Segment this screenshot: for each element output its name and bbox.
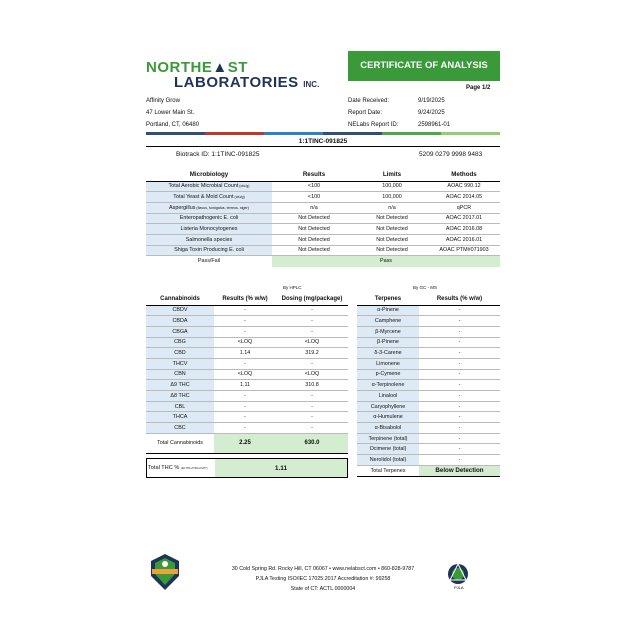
- report-id-value: 2598961-01: [418, 122, 451, 128]
- terpene-result: -: [419, 337, 500, 348]
- cannabinoid-result: 1.14: [214, 348, 276, 359]
- cannabinoid-dosing: -: [276, 401, 348, 412]
- canna-header: Cannabinoids: [146, 294, 214, 305]
- micro-method: AOAC 2016.08: [428, 224, 500, 235]
- cannabinoid-dosing: 319.2: [276, 348, 348, 359]
- micro-test-name: Total Aerobic Microbial Count (cfu/g): [146, 181, 272, 192]
- cannabinoid-result: 1.11: [214, 380, 276, 391]
- footer-address: 30 Cold Spring Rd. Rocky Hill, CT 06067 • www.nelabsct.com • 860-828-9787: [231, 566, 415, 572]
- table-row: [357, 348, 500, 359]
- footer-state: State of CT: ACTL.0000004: [290, 586, 356, 592]
- client-address: [146, 95, 199, 131]
- cannabinoid-dosing: 310.8: [276, 380, 348, 391]
- cannabinoid-result: -: [214, 358, 276, 369]
- table-row: [357, 369, 500, 380]
- table-row: [146, 316, 348, 327]
- cannabinoid-dosing: -: [276, 316, 348, 327]
- terpene-name: Ocimene (total): [357, 444, 419, 455]
- total-thc-box: [146, 458, 348, 478]
- cannabinoid-dosing: <LOQ: [276, 337, 348, 348]
- total-cannabinoids-dosing: 630.0: [276, 433, 348, 453]
- table-row: [357, 401, 500, 412]
- cannabinoid-result: <LOQ: [214, 369, 276, 380]
- logo-text-east: ST: [227, 59, 248, 76]
- color-divider: [146, 132, 500, 135]
- terpene-result: -: [419, 423, 500, 434]
- cannabinoid-name: CBGA: [146, 326, 214, 337]
- canna-header: Results (% w/w): [214, 294, 276, 305]
- micro-result: <100: [272, 181, 356, 192]
- cannabinoid-result: -: [214, 391, 276, 402]
- total-cannabinoids-result: 2.25: [214, 433, 276, 453]
- micro-test-name: Shiga Toxin Producing E. coli: [146, 245, 272, 256]
- terpene-name: Caryophyllene: [357, 401, 419, 412]
- micro-method: AOAC 2017.01: [428, 213, 500, 224]
- report-id-label: NELabs Report ID:: [348, 122, 399, 128]
- table-row: [146, 326, 348, 337]
- micro-limit: n/a: [356, 202, 428, 213]
- biotrack-number: 5209 0279 9998 9483: [419, 151, 483, 158]
- table-row: [357, 444, 500, 455]
- cannabinoid-name: Δ9 THC: [146, 380, 214, 391]
- table-row: [146, 234, 500, 245]
- table-row: [357, 380, 500, 391]
- micro-method: AOAC 2016.01: [428, 234, 500, 245]
- client-street: 47 Lower Main St.: [146, 110, 195, 116]
- cannabinoid-dosing: -: [276, 358, 348, 369]
- table-row: [146, 192, 500, 203]
- terpene-name: Terpinene (total): [357, 433, 419, 444]
- table-row: [146, 423, 348, 434]
- cannabinoid-name: CBN: [146, 369, 214, 380]
- terpene-name: Nerolidol (total): [357, 455, 419, 466]
- terpenes-table: [357, 294, 500, 477]
- report-date-value: 9/24/2025: [418, 110, 445, 116]
- table-row: [146, 412, 348, 423]
- pass-fail-label: Pass/Fail: [146, 256, 272, 267]
- micro-header: Limits: [356, 169, 428, 181]
- cannabinoid-result: -: [214, 423, 276, 434]
- page-number: Page 1/2: [466, 85, 491, 91]
- micro-result: n/a: [272, 202, 356, 213]
- coa-banner: CERTIFICATE OF ANALYSIS: [348, 51, 500, 81]
- table-row: [357, 316, 500, 327]
- table-row: [357, 391, 500, 402]
- micro-header: Microbiology: [146, 169, 272, 181]
- cannabinoid-result: -: [214, 326, 276, 337]
- micro-limit: Not Detected: [356, 213, 428, 224]
- cannabinoid-dosing: -: [276, 391, 348, 402]
- terpene-name: Camphene: [357, 316, 419, 327]
- table-row: [357, 455, 500, 466]
- terpene-result: -: [419, 433, 500, 444]
- micro-method: qPCR: [428, 202, 500, 213]
- pjla-logo-icon: [444, 560, 500, 590]
- total-thc-formula: (Δ9 THC+THCA×0.877): [180, 466, 208, 470]
- terpene-result: -: [419, 391, 500, 402]
- cannabinoids-table: [146, 294, 348, 454]
- table-row: [146, 224, 500, 235]
- cannabinoid-name: CBG: [146, 337, 214, 348]
- hplc-label: By HPLC: [283, 285, 302, 290]
- cannabinoid-name: THCA: [146, 412, 214, 423]
- cannabinoid-name: CBD: [146, 348, 214, 359]
- table-row: [357, 412, 500, 423]
- cannabinoid-dosing: <LOQ: [276, 369, 348, 380]
- compass-icon: ▲: [212, 59, 228, 76]
- terpene-name: α-Terpinolene: [357, 380, 419, 391]
- pass-fail-value: Pass: [272, 256, 500, 267]
- date-received-label: Date Received:: [348, 98, 390, 104]
- table-row: [146, 380, 348, 391]
- micro-result: <100: [272, 192, 356, 203]
- terpene-result: -: [419, 401, 500, 412]
- micro-limit: Not Detected: [356, 245, 428, 256]
- table-row: [146, 391, 348, 402]
- terpene-result: -: [419, 369, 500, 380]
- terp-header: Results (% w/w): [419, 294, 500, 305]
- report-date-label: Report Date:: [348, 110, 383, 116]
- terpene-name: β-Pinene: [357, 337, 419, 348]
- table-row: [146, 202, 500, 213]
- terpene-result: -: [419, 444, 500, 455]
- micro-method: AOAC PTM#071903: [428, 245, 500, 256]
- gcms-label: By GC - MS: [413, 285, 438, 290]
- total-cannabinoids-row: [146, 433, 348, 453]
- cannabinoid-result: -: [214, 401, 276, 412]
- terpene-result: -: [419, 380, 500, 391]
- micro-test-name: Aspergillus (flavus, fumigatus, terreus, niger): [146, 202, 272, 213]
- micro-limit: Not Detected: [356, 224, 428, 235]
- total-thc-value: 1.11: [215, 459, 347, 477]
- logo-text-inc: INC.: [303, 80, 320, 89]
- cannabinoid-name: CBC: [146, 423, 214, 434]
- terpene-result: -: [419, 326, 500, 337]
- table-row: [146, 348, 348, 359]
- sample-id: 1:1TINC-091825: [298, 138, 348, 145]
- terp-header: Terpenes: [357, 294, 419, 305]
- total-terpenes-row: [357, 465, 500, 476]
- cannabinoid-name: CBDA: [146, 316, 214, 327]
- cannabinoid-result: -: [214, 412, 276, 423]
- terpene-name: δ-3-Carene: [357, 348, 419, 359]
- table-row: [357, 305, 500, 316]
- cannabinoid-result: <LOQ: [214, 337, 276, 348]
- cannabinoid-result: -: [214, 305, 276, 316]
- total-terpenes-value: Below Detection: [419, 465, 500, 476]
- table-row: [357, 423, 500, 434]
- table-row: [146, 358, 348, 369]
- client-name: Affinity Grow: [146, 98, 180, 104]
- micro-limit: 100,000: [356, 192, 428, 203]
- client-city: Portland, CT, 06480: [146, 122, 200, 128]
- micro-method: AOAC 2014.05: [428, 192, 500, 203]
- micro-result: Not Detected: [272, 245, 356, 256]
- micro-test-name: Enteropathogenic E. coli: [146, 213, 272, 224]
- total-terpenes-label: Total Terpenes: [357, 465, 419, 476]
- cannabinoid-name: THCV: [146, 358, 214, 369]
- micro-test-name: Total Yeast & Mold Count (cfu/g): [146, 192, 272, 203]
- biotrack-id: Biotrack ID: 1:1TINC-091825: [176, 151, 260, 158]
- micro-result: Not Detected: [272, 213, 356, 224]
- terpene-result: -: [419, 412, 500, 423]
- table-row: [357, 358, 500, 369]
- table-row: [146, 337, 348, 348]
- terpene-name: p-Cymene: [357, 369, 419, 380]
- date-received-value: 9/19/2025: [418, 98, 445, 104]
- micro-header: Results: [272, 169, 356, 181]
- micro-test-name: Salmonella species: [146, 234, 272, 245]
- terpene-name: α-Pinene: [357, 305, 419, 316]
- table-row: [357, 337, 500, 348]
- sample-divider: [146, 146, 500, 147]
- micro-limit: Not Detected: [356, 234, 428, 245]
- terpene-result: -: [419, 455, 500, 466]
- cannabinoid-dosing: -: [276, 326, 348, 337]
- table-row: [146, 213, 500, 224]
- microbiology-table: [146, 169, 500, 267]
- total-cannabinoids-label: Total Cannabinoids: [146, 433, 214, 453]
- terpene-name: β-Myrcene: [357, 326, 419, 337]
- table-row: [146, 181, 500, 192]
- table-row: [146, 401, 348, 412]
- total-thc-label-cell: [147, 459, 215, 477]
- micro-test-name: Listeria Monocytogenes: [146, 224, 272, 235]
- table-row: [357, 326, 500, 337]
- terpene-name: α-Bisabolol: [357, 423, 419, 434]
- table-row: [357, 433, 500, 444]
- terpene-result: -: [419, 358, 500, 369]
- cannabinoid-dosing: -: [276, 305, 348, 316]
- cannabinoid-dosing: -: [276, 423, 348, 434]
- company-logo: [146, 60, 319, 93]
- logo-text-north: NORTHE: [146, 59, 213, 76]
- micro-method: AOAC 990.12: [428, 181, 500, 192]
- pass-fail-row: [146, 256, 500, 267]
- footer-accreditation: PJLA Testing ISO/IEC 17025:2017 Accreditation #: 99258: [255, 576, 391, 582]
- total-thc-label: Total THC %: [148, 465, 180, 471]
- table-row: [146, 305, 348, 316]
- terpene-name: Linalool: [357, 391, 419, 402]
- report-dates: [348, 95, 450, 131]
- terpene-result: -: [419, 305, 500, 316]
- cannabinoid-name: Δ8 THC: [146, 391, 214, 402]
- pjla-text: PJLA: [454, 585, 464, 590]
- table-row: [146, 369, 348, 380]
- table-row: [146, 245, 500, 256]
- logo-text-labs: LABORATORIES: [174, 74, 299, 91]
- cannabinoid-dosing: -: [276, 412, 348, 423]
- terpene-result: -: [419, 316, 500, 327]
- micro-header: Methods: [428, 169, 500, 181]
- micro-result: Not Detected: [272, 234, 356, 245]
- micro-result: Not Detected: [272, 224, 356, 235]
- canna-header: Dosing (mg/package): [276, 294, 348, 305]
- cannabinoid-name: CBL: [146, 401, 214, 412]
- micro-limit: 100,000: [356, 181, 428, 192]
- terpene-result: -: [419, 348, 500, 359]
- terpene-name: Limonene: [357, 358, 419, 369]
- cannabinoid-name: CBDV: [146, 305, 214, 316]
- terpene-name: α-Humulene: [357, 412, 419, 423]
- cannabinoid-result: -: [214, 316, 276, 327]
